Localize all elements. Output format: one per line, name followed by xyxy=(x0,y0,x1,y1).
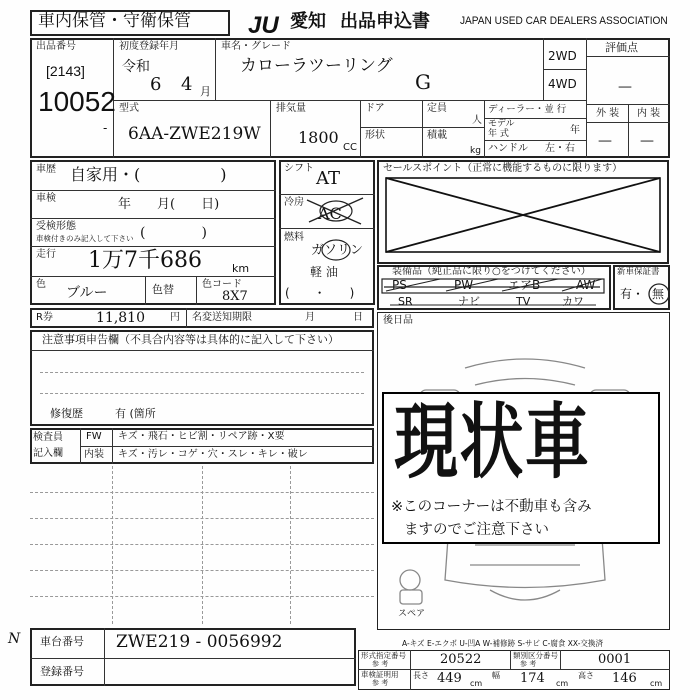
handle-label: ハンドル xyxy=(488,143,528,154)
aircon-strike-mark xyxy=(305,196,365,226)
displacement-label: 排気量 xyxy=(276,103,306,114)
equipment-label: 装備品（純正品に限り○をつけてください） xyxy=(392,266,591,277)
shift-value: AT xyxy=(316,168,341,189)
height-value: 146 xyxy=(612,671,637,686)
storage-tag-text: 車内保管・守衛保管 xyxy=(38,11,191,31)
warranty-circle-mark xyxy=(647,282,671,306)
model-value: 6AA-ZWE219W xyxy=(128,124,261,144)
recycle-unit: 円 xyxy=(170,312,180,323)
type-cert-sub: 参 考 xyxy=(372,660,389,668)
class-label: 類別区分番号 xyxy=(513,651,558,660)
recycle-amount: 11,810 xyxy=(96,310,145,326)
inspector-fw-label: FW xyxy=(86,431,102,442)
history-value: 自家用・( ) xyxy=(70,165,227,184)
rating-label: 評価点 xyxy=(605,41,638,54)
length-label: 長さ xyxy=(413,671,429,680)
inspector-in-items: キズ・汚レ・コゲ・穴・スレ・キレ・破レ xyxy=(118,449,308,460)
recycle-label: R券 xyxy=(36,312,53,323)
inspection-value: 年 月( 日) xyxy=(118,197,220,212)
form-subtitle: JAPAN USED CAR DEALERS ASSOCIATION xyxy=(460,15,668,27)
rating-value: — xyxy=(618,79,632,95)
length-value: 449 xyxy=(437,671,462,686)
vehicle-cert-label: 車検証明用 xyxy=(361,670,399,679)
rating-interior-value: — xyxy=(640,133,654,149)
registration-month-unit: 月 xyxy=(200,85,211,98)
lot-number: 10052 xyxy=(38,86,116,117)
ju-logo-text: JU xyxy=(248,12,279,36)
dealer-model-label: モデル xyxy=(488,119,515,129)
load-unit: kg xyxy=(470,146,481,156)
lot-dash: - xyxy=(103,121,108,135)
receipt-paren: ( ) xyxy=(140,225,207,241)
equipment-airbag: エアB xyxy=(508,278,541,292)
inspection-label: 車検 xyxy=(36,193,56,204)
doors-label: ドア xyxy=(365,103,385,114)
fuel-diesel: 軽 油 xyxy=(310,265,338,279)
capacity-label: 定員 xyxy=(427,103,447,114)
mileage-unit: km xyxy=(232,262,250,275)
registration-label: 初度登録年月 xyxy=(119,41,179,52)
inspector-label-2: 記入欄 xyxy=(33,448,63,459)
load-label: 積載 xyxy=(427,130,447,141)
vehicle-cert-sub: 参 考 xyxy=(372,679,389,687)
equipment-leather: カワ xyxy=(562,295,584,308)
aircon-label: 冷房 xyxy=(284,197,304,208)
type-cert-label: 形式指定番号 xyxy=(361,651,406,660)
rear-items-label: 後日品 xyxy=(383,315,413,326)
mileage-value: 1万7千686 xyxy=(88,248,202,273)
ju-logo xyxy=(246,12,290,40)
chassis-value: ZWE219 - 0056992 xyxy=(116,632,283,652)
rating-interior-label: 内 装 xyxy=(637,108,661,119)
inspector-in-label: 内装 xyxy=(84,449,104,460)
rating-exterior-label: 外 装 xyxy=(596,108,620,119)
class-value: 0001 xyxy=(598,652,632,667)
inspector-fw-items: キズ・飛石・ヒビ割・リペア跡・X要 xyxy=(118,431,285,442)
meter-change-day: 日 xyxy=(353,312,363,323)
width-unit: cm xyxy=(556,679,569,688)
inspector-label-1: 検査員 xyxy=(33,432,63,443)
diagram-legend: A-キズ E-エクボ U-凹A W-補修跡 S-サビ C-腐食 XX-交換済 xyxy=(402,639,603,648)
handle-options: 左・右 xyxy=(545,143,575,154)
color-code-value: 8X7 xyxy=(222,289,248,304)
mileage-label: 走行 xyxy=(36,249,56,260)
car-name-value: カローラツーリング xyxy=(240,56,393,76)
equipment-navi: ナビ xyxy=(458,295,480,308)
warranty-label: 新車保証書 xyxy=(617,267,660,277)
color-value: ブルー xyxy=(66,285,108,301)
body-shape-label: 形状 xyxy=(365,130,385,141)
chassis-label: 車台番号 xyxy=(40,635,84,648)
lot-sub-number: [2143] xyxy=(46,63,85,79)
registration-month: 4 xyxy=(181,74,193,95)
displacement-value: 1800 xyxy=(298,128,339,147)
color-code-label: 色コード xyxy=(202,279,242,290)
drive-4wd: 4WD xyxy=(548,77,577,91)
sales-point-label: セールスポイント（正常に機能するものに限ります） xyxy=(383,163,623,174)
sales-point-void-mark xyxy=(384,176,664,256)
length-unit: cm xyxy=(470,679,483,688)
fuel-circle-mark xyxy=(320,238,352,262)
free-notes-area xyxy=(30,466,374,624)
drive-2wd: 2WD xyxy=(548,49,577,63)
width-label: 幅 xyxy=(492,671,500,680)
equipment-tv: TV xyxy=(516,295,531,308)
model-label: 型式 xyxy=(119,103,139,114)
displacement-unit: CC xyxy=(343,142,357,153)
brand-name: 愛知 xyxy=(290,11,326,32)
color-label: 色 xyxy=(36,279,46,290)
dealer-label: ディーラー・並 行 xyxy=(488,104,567,115)
car-name-label: 車名・グレード xyxy=(221,41,291,52)
shift-label: シフト xyxy=(284,163,314,174)
warranty-no: 無 xyxy=(652,287,665,301)
receipt-label: 受検形態 xyxy=(36,221,76,232)
height-label: 高さ xyxy=(578,671,594,680)
color-change-label: 色替 xyxy=(152,283,174,296)
aircon-value: AC xyxy=(318,204,342,223)
rating-exterior-value: — xyxy=(598,133,612,149)
spare-label: スペア xyxy=(398,609,426,619)
width-value: 174 xyxy=(520,671,545,686)
equipment-strike-mark xyxy=(380,277,608,309)
repair-history-value: 有 (箇所 xyxy=(115,407,156,420)
receipt-note: 車検付きのみ記入して下さい xyxy=(36,234,134,243)
dealer-year-label: 年 式 xyxy=(488,129,509,139)
fuel-gasoline: ガソリン xyxy=(311,243,364,258)
meter-change-month: 月 xyxy=(305,312,315,323)
equipment-ps: PS xyxy=(392,278,407,292)
reg-number-label: 登録番号 xyxy=(40,665,84,678)
as-is-line1: ※このコーナーは不動車も含み xyxy=(391,499,592,515)
ju-logo-icon xyxy=(246,12,290,36)
height-unit: cm xyxy=(650,679,663,688)
form-title: 出品申込書 xyxy=(340,11,430,32)
equipment-aw: AW xyxy=(576,278,596,292)
as-is-line2: ますのでご注意下さい xyxy=(404,522,549,538)
equipment-pw: PW xyxy=(454,278,474,292)
meter-change-label: 名変送知期限 xyxy=(192,312,252,323)
lot-label: 出品番号 xyxy=(36,41,76,52)
fuel-label: 燃料 xyxy=(284,232,304,243)
fuel-paren: ( ・ ) xyxy=(285,286,355,300)
capacity-unit: 人 xyxy=(472,115,482,126)
registration-era: 令和 xyxy=(122,59,150,75)
car-grade-value: G xyxy=(415,70,431,94)
equipment-sr: SR xyxy=(398,295,413,308)
warranty-dot: ・ xyxy=(632,287,645,301)
type-cert-value: 20522 xyxy=(440,652,482,667)
margin-mark: N xyxy=(8,631,21,647)
class-sub: 参 考 xyxy=(520,660,537,668)
history-label: 車歴 xyxy=(36,164,56,175)
repair-history-label: 修復歴 xyxy=(50,407,83,420)
registration-year: 6 xyxy=(150,74,162,95)
dealer-year-unit: 年 xyxy=(570,125,580,136)
as-is-title: 現状車 xyxy=(394,395,591,490)
warranty-yes: 有 xyxy=(620,287,633,301)
notes-label: 注意事項申告欄（不具合内容等は具体的に記入して下さい） xyxy=(42,333,339,346)
